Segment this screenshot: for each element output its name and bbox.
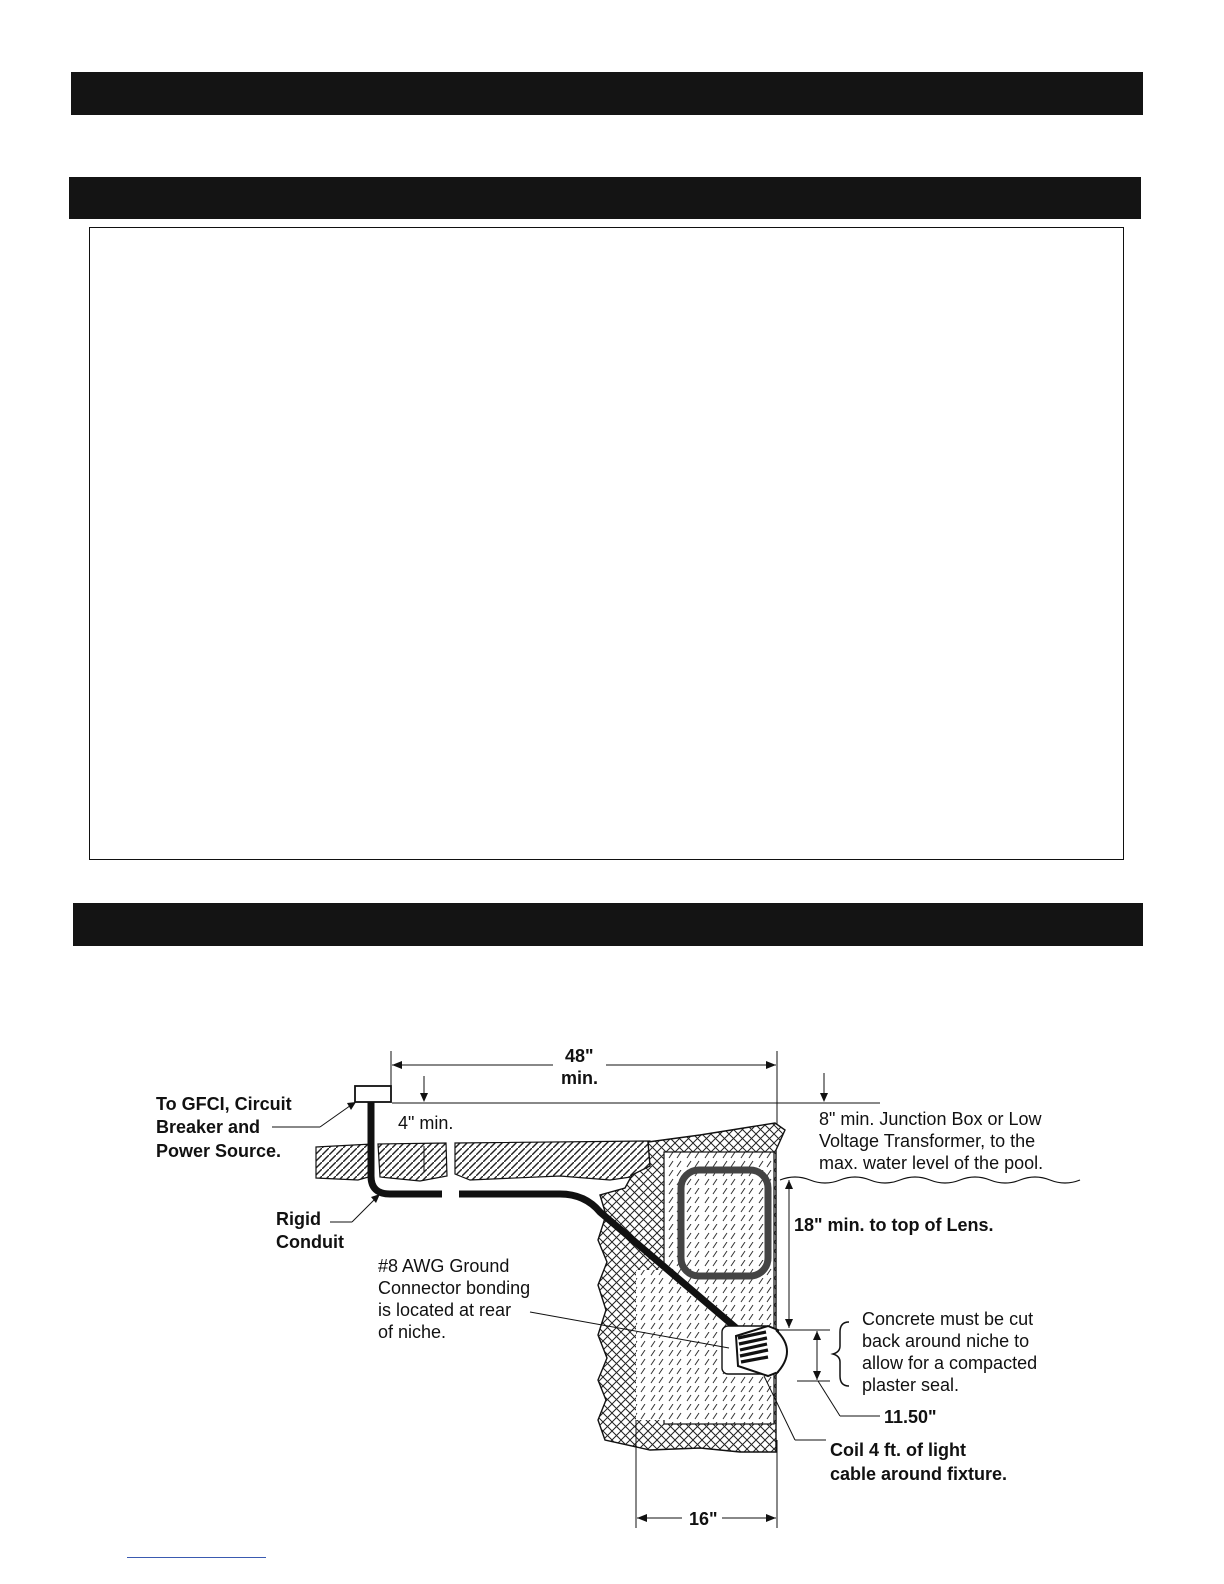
dim-48-min-label: min. [561,1068,599,1088]
concrete-label: Concrete must be cut back around niche to allow for a compacted plaster seal. [862,1309,1038,1395]
deck-slab-middle [378,1143,447,1181]
power-box [355,1086,391,1102]
rigid-conduit-label: Rigid Conduit [276,1209,344,1252]
dim-1150-label: 11.50" [884,1407,937,1427]
deck-slab-right [455,1141,662,1180]
dim-16-label: 16" [689,1509,718,1529]
junction-box-label: 8" min. Junction Box or Low Voltage Transformer, to the max. water level of the pool. [819,1109,1044,1173]
deck-slab-left [316,1144,372,1180]
coil-label: Coil 4 ft. of light cable around fixture. [830,1440,1008,1484]
water-level-line [780,1177,1080,1183]
gfci-label: To GFCI, Circuit Breaker and Power Source. [156,1094,292,1161]
ground-connector-label: #8 AWG Ground Connector bonding is located at rear of niche. [378,1256,531,1342]
pool-wall-concrete-lower [636,1270,676,1420]
dim-4-min-label: 4" min. [398,1113,454,1133]
junction-box-outline [681,1170,768,1276]
dim-48-label: 48" [565,1046,594,1066]
concrete-brace [833,1322,849,1386]
footer-link-underline [127,1557,266,1558]
lens-depth-label: 18" min. to top of Lens. [794,1215,994,1235]
light-lens [776,1330,787,1374]
